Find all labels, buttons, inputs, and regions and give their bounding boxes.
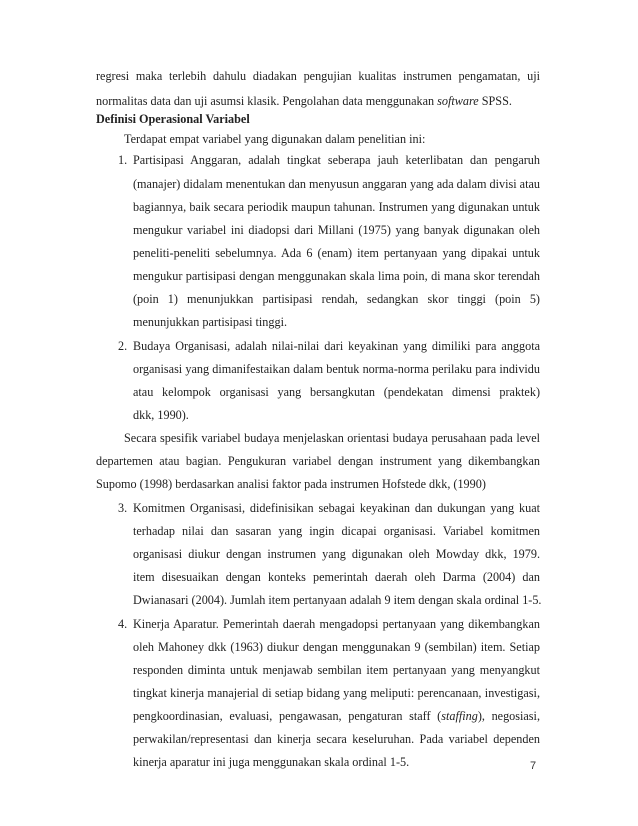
- item-4-line-mixed: [133, 709, 540, 724]
- item-3-line: Komitmen Organisasi, didefinisikan sebagai keyakinan dan dukungan yang kuat: [133, 501, 540, 515]
- item-1-line: bagiannya, baik secara periodik maupun tahunan. Instrumen yang digunakan untuk: [133, 200, 540, 214]
- item-2-line: Budaya Organisasi, adalah nilai-nilai dari keyakinan yang dimiliki para anggota: [133, 339, 540, 353]
- paragraph-line: Supomo (1998) berdasarkan analisi faktor pada instrumen Hofstede dkk, (1990): [96, 477, 486, 491]
- item-2-line: dkk, 1990).: [133, 408, 189, 422]
- item-1-line: mengukur variabel ini diadopsi dari Millani (1975) yang banyak digunakan oleh: [133, 223, 540, 237]
- item-3-line: terhadap nilai dan sasaran yang ingin dicapai organisasi. Variabel komitmen: [133, 524, 540, 538]
- intro-line-2: [96, 94, 512, 108]
- paragraph-line: departemen atau bagian. Pengukuran variabel dengan instrument yang dikembangkan: [96, 454, 540, 468]
- intro-line-2-text: normalitas data dan uji asumsi klasik. Pengolahan data menggunakan: [96, 94, 438, 108]
- item-1-line: Partisipasi Anggaran, adalah tingkat seberapa jauh keterlibatan dan pengaruh: [133, 153, 540, 167]
- item-1-line: peneliti-peneliti sebelumnya. Ada 6 (enam) item pertanyaan yang dipakai untuk: [133, 246, 540, 260]
- intro-line-1: regresi maka terlebih dahulu diadakan pengujian kualitas instrumen pengamatan, uji: [96, 69, 540, 83]
- item-number: 1.: [118, 153, 128, 167]
- item-1-line: mengukur partisipasi dengan menggunakan skala lima poin, di mana skor terendah: [133, 269, 540, 283]
- item-1-line: (manajer) didalam menentukan dan menyusun anggaran yang ada dalam divisi atau: [133, 177, 540, 191]
- item-number: 4.: [118, 617, 128, 631]
- item-2-line: organisasi yang dimanifestaikan dalam bentuk norma-norma perilaku para individu: [133, 362, 540, 376]
- item-4-line: perwakilan/representasi dan kinerja secara keseluruhan. Pada variabel dependen: [133, 732, 540, 746]
- item-3-line: organisasi diukur dengan instrumen yang digunakan oleh Mowday dkk, 1979.: [133, 547, 540, 561]
- intro-line-2-italic: software: [437, 94, 479, 108]
- item-4-line: tingkat kinerja manajerial di setiap bidang yang meliputi: perencanaan, investigasi,: [133, 686, 540, 700]
- item-3-line: item disesuaikan dengan konteks pemerintah daerah oleh Darma (2004) dan: [133, 570, 540, 584]
- lead-sentence: Terdapat empat variabel yang digunakan dalam penelitian ini:: [124, 132, 426, 146]
- item-4-line: Kinerja Aparatur. Pemerintah daerah mengadopsi pertanyaan yang dikembangkan: [133, 617, 540, 631]
- item-number: 2.: [118, 339, 128, 353]
- item-4-line-5-text: pengkoordinasian, evaluasi, pengawasan, pengaturan staff (: [133, 709, 442, 723]
- item-1-line: (poin 1) menunjukkan partisipasi rendah, sedangkan skor tinggi (poin 5): [133, 292, 540, 306]
- paragraph-line: Secara spesifik variabel budaya menjelaskan orientasi budaya perusahaan pada level: [124, 431, 540, 445]
- item-3-line: Dwianasari (2004). Jumlah item pertanyaan adalah 9 item dengan skala ordinal 1-5.: [133, 593, 542, 607]
- item-number: 3.: [118, 501, 128, 515]
- item-4-line-5-tail: ), negosiasi,: [477, 709, 540, 723]
- item-4-line: responden diminta untuk menjawab sembilan item pertanyaan yang menyangkut: [133, 663, 540, 677]
- item-1-line: menunjukkan partisipasi tinggi.: [133, 315, 288, 329]
- item-4-italic-word: staffing: [441, 709, 478, 723]
- page-number: 7: [530, 760, 537, 772]
- item-2-line: atau kelompok organisasi yang bersangkutan (pendekatan dimensi praktek): [133, 385, 540, 399]
- item-4-line: oleh Mahoney dkk (1963) diukur dengan menggunakan 9 (sembilan) item. Setiap: [133, 640, 540, 654]
- section-heading: Definisi Operasional Variabel: [96, 112, 250, 126]
- intro-line-2-tail: SPSS.: [478, 94, 512, 108]
- item-4-line: kinerja aparatur ini juga menggunakan skala ordinal 1-5.: [133, 755, 410, 769]
